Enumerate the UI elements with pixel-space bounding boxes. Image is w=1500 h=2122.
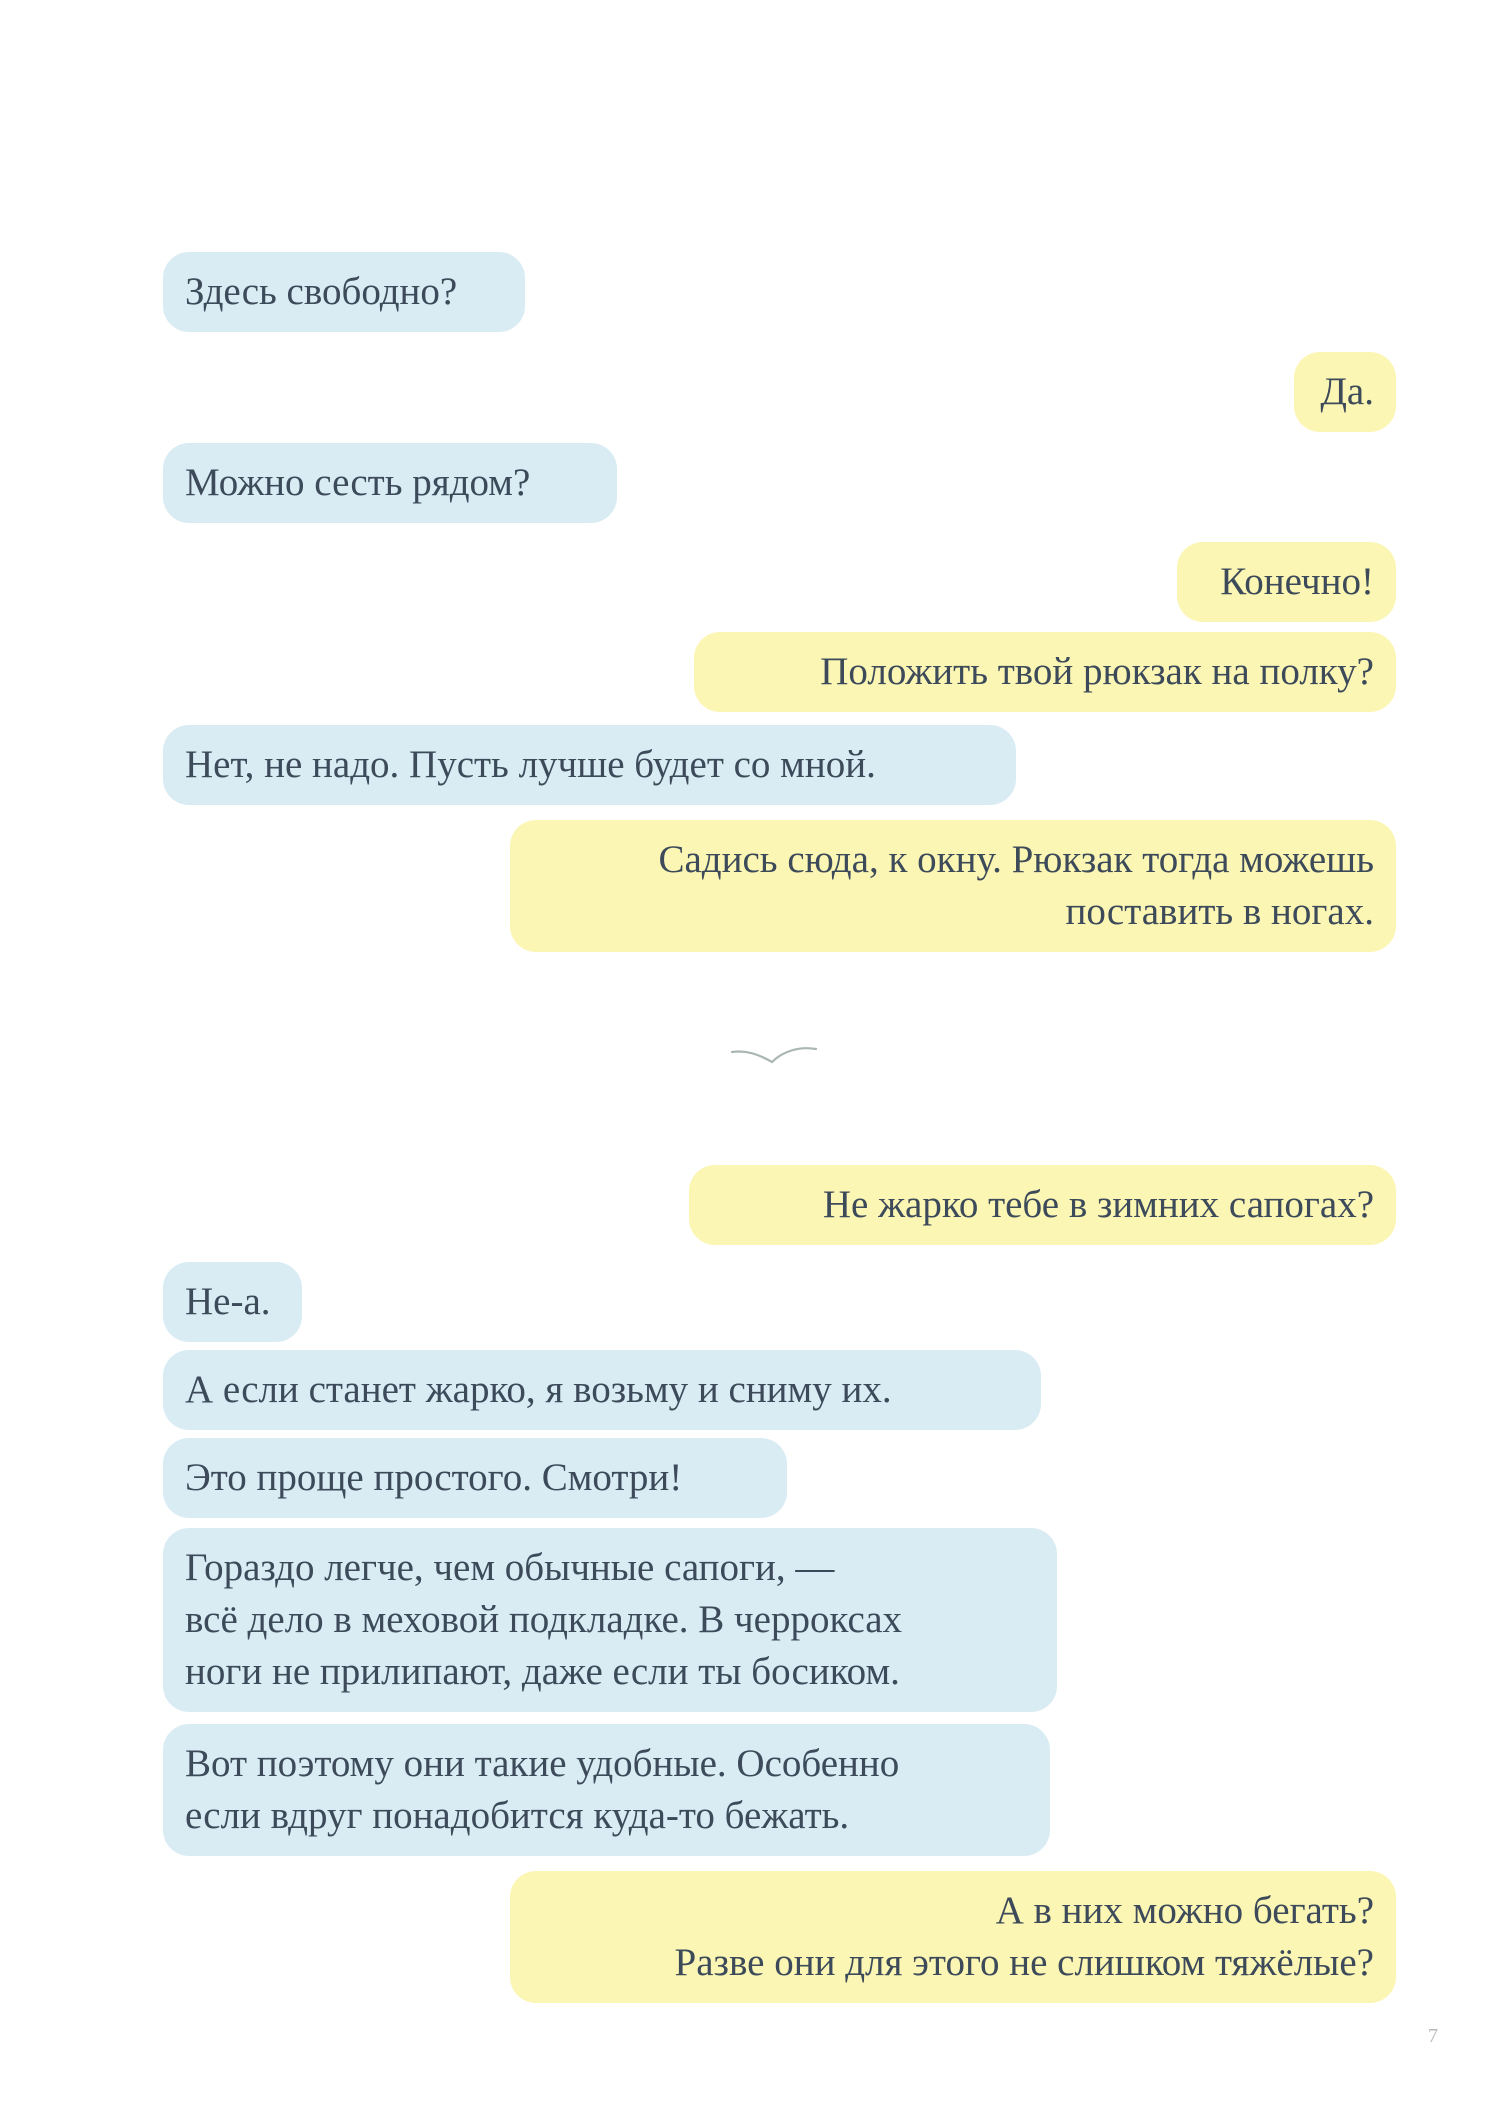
chat-message-right: Не жарко тебе в зимних сапогах? bbox=[689, 1165, 1396, 1245]
chat-message-right: Да. bbox=[1294, 352, 1396, 432]
chat-message-right: Конечно! bbox=[1177, 542, 1396, 622]
chat-message-left: Можно сесть рядом? bbox=[163, 443, 617, 523]
chat-message-left: Нет, не надо. Пусть лучше будет со мной. bbox=[163, 725, 1016, 805]
chat-message-right: Садись сюда, к окну. Рюкзак тогда можешь поставить в ногах. bbox=[510, 820, 1396, 952]
chat-message-right: А в них можно бегать? Разве они для этого не слишком тяжёлые? bbox=[510, 1871, 1396, 2003]
chat-message-left: Гораздо легче, чем обычные сапоги, — всё дело в меховой подкладке. В черроксах ноги не прилипают, даже если ты босиком. bbox=[163, 1528, 1057, 1712]
chat-message-left: А если станет жарко, я возьму и сниму их. bbox=[163, 1350, 1041, 1430]
chat-message-left: Это проще простого. Смотри! bbox=[163, 1438, 787, 1518]
bird-squiggle-icon bbox=[728, 1040, 820, 1066]
chat-message-right: Положить твой рюкзак на полку? bbox=[694, 632, 1396, 712]
chat-message-left: Вот поэтому они такие удобные. Особенно если вдруг понадобится куда-то бежать. bbox=[163, 1724, 1050, 1856]
chat-message-left: Здесь свободно? bbox=[163, 252, 525, 332]
chat-message-left: Не-а. bbox=[163, 1262, 302, 1342]
page-number: 7 bbox=[1428, 2025, 1438, 2047]
